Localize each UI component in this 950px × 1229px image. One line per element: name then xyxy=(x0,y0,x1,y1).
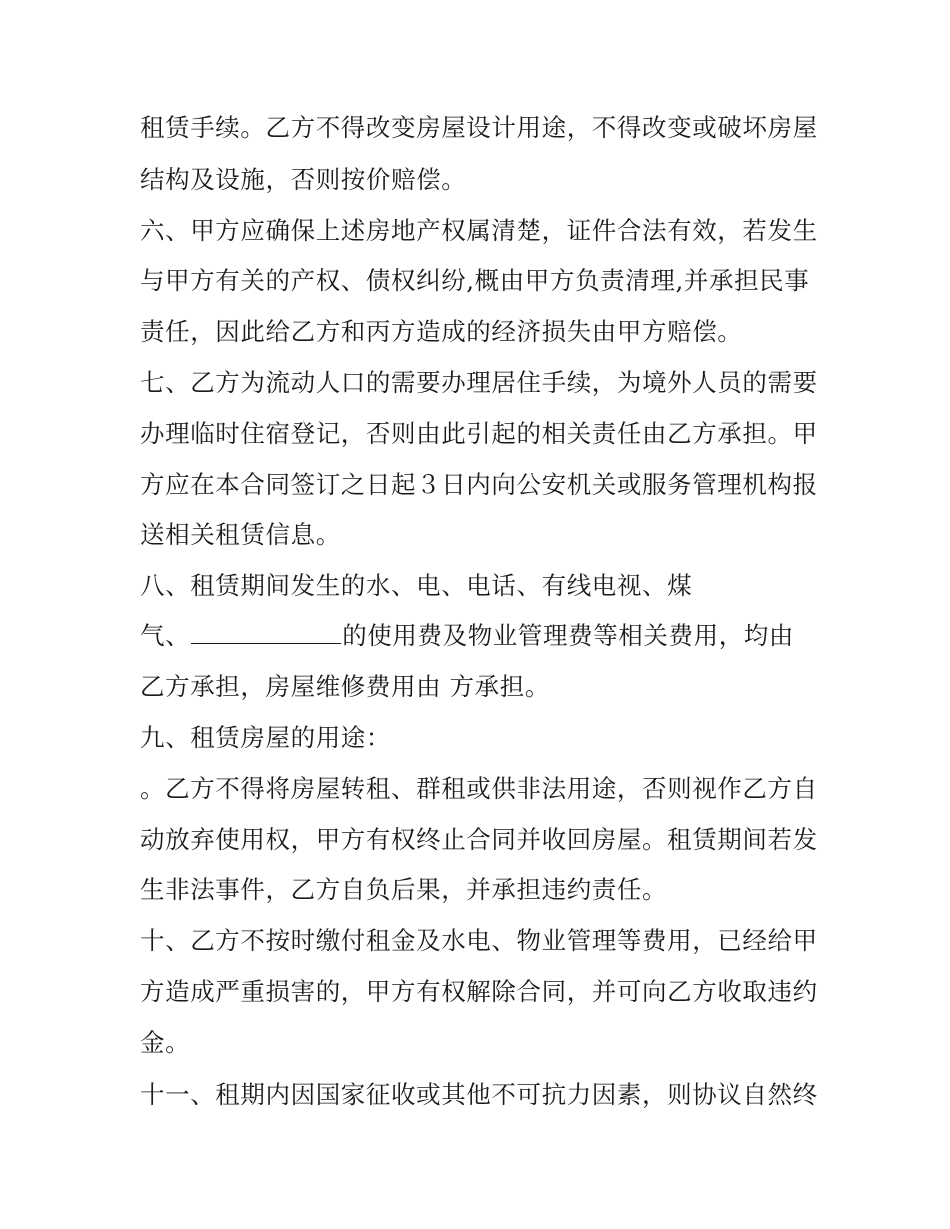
text-line: 方造成严重损害的，甲方有权解除合同，并可向乙方收取违约 xyxy=(140,977,818,1006)
text-line: 办理临时住宿登记，否则由此引起的相关责任由乙方承担。甲 xyxy=(140,419,818,448)
text-line: 金。 xyxy=(140,1028,191,1057)
blank-underline xyxy=(191,617,341,644)
text-line: 租赁手续。乙方不得改变房屋设计用途，不得改变或破坏房屋 xyxy=(140,113,818,142)
text-after-blank: 的使用费及物业管理费等相关费用，均由 xyxy=(342,621,795,650)
text-line: 十、乙方不按时缴付租金及水电、物业管理等费用，已经给甲 xyxy=(140,926,818,955)
text-line: 责任，因此给乙方和丙方造成的经济损失由甲方赔偿。 xyxy=(140,317,743,346)
text-line: 十一、租期内因国家征收或其他不可抗力因素，则协议自然终 xyxy=(140,1080,818,1109)
text-line: 九、租赁房屋的用途： xyxy=(140,723,391,752)
text-line: 方应在本合同签订之日起３日内向公安机关或服务管理机构报 xyxy=(140,470,818,499)
text-line: 七、乙方为流动人口的需要办理居住手续，为境外人员的需要 xyxy=(140,368,818,397)
text-line: 结构及设施，否则按价赔偿。 xyxy=(140,165,467,194)
text-line: 动放弃使用权，甲方有权终止合同并收回房屋。租赁期间若发 xyxy=(140,825,818,854)
text-line: 与甲方有关的产权、债权纠纷,概由甲方负责清理,并承担民事 xyxy=(140,266,810,295)
text-line: 八、租赁期间发生的水、电、电话、有线电视、煤 xyxy=(140,571,693,600)
text-line: 生非法事件，乙方自负后果，并承担违约责任。 xyxy=(140,875,668,904)
text-line-with-blank xyxy=(140,616,830,656)
text-before-blank: 气、 xyxy=(140,621,191,650)
text-line: 六、甲方应确保上述房地产权属清楚，证件合法有效，若发生 xyxy=(140,216,818,245)
text-line: 送相关租赁信息。 xyxy=(140,520,341,549)
text-line: 乙方承担，房屋维修费用由 方承担。 xyxy=(140,672,550,701)
text-line: 。乙方不得将房屋转租、群租或供非法用途，否则视作乙方自 xyxy=(140,774,818,803)
